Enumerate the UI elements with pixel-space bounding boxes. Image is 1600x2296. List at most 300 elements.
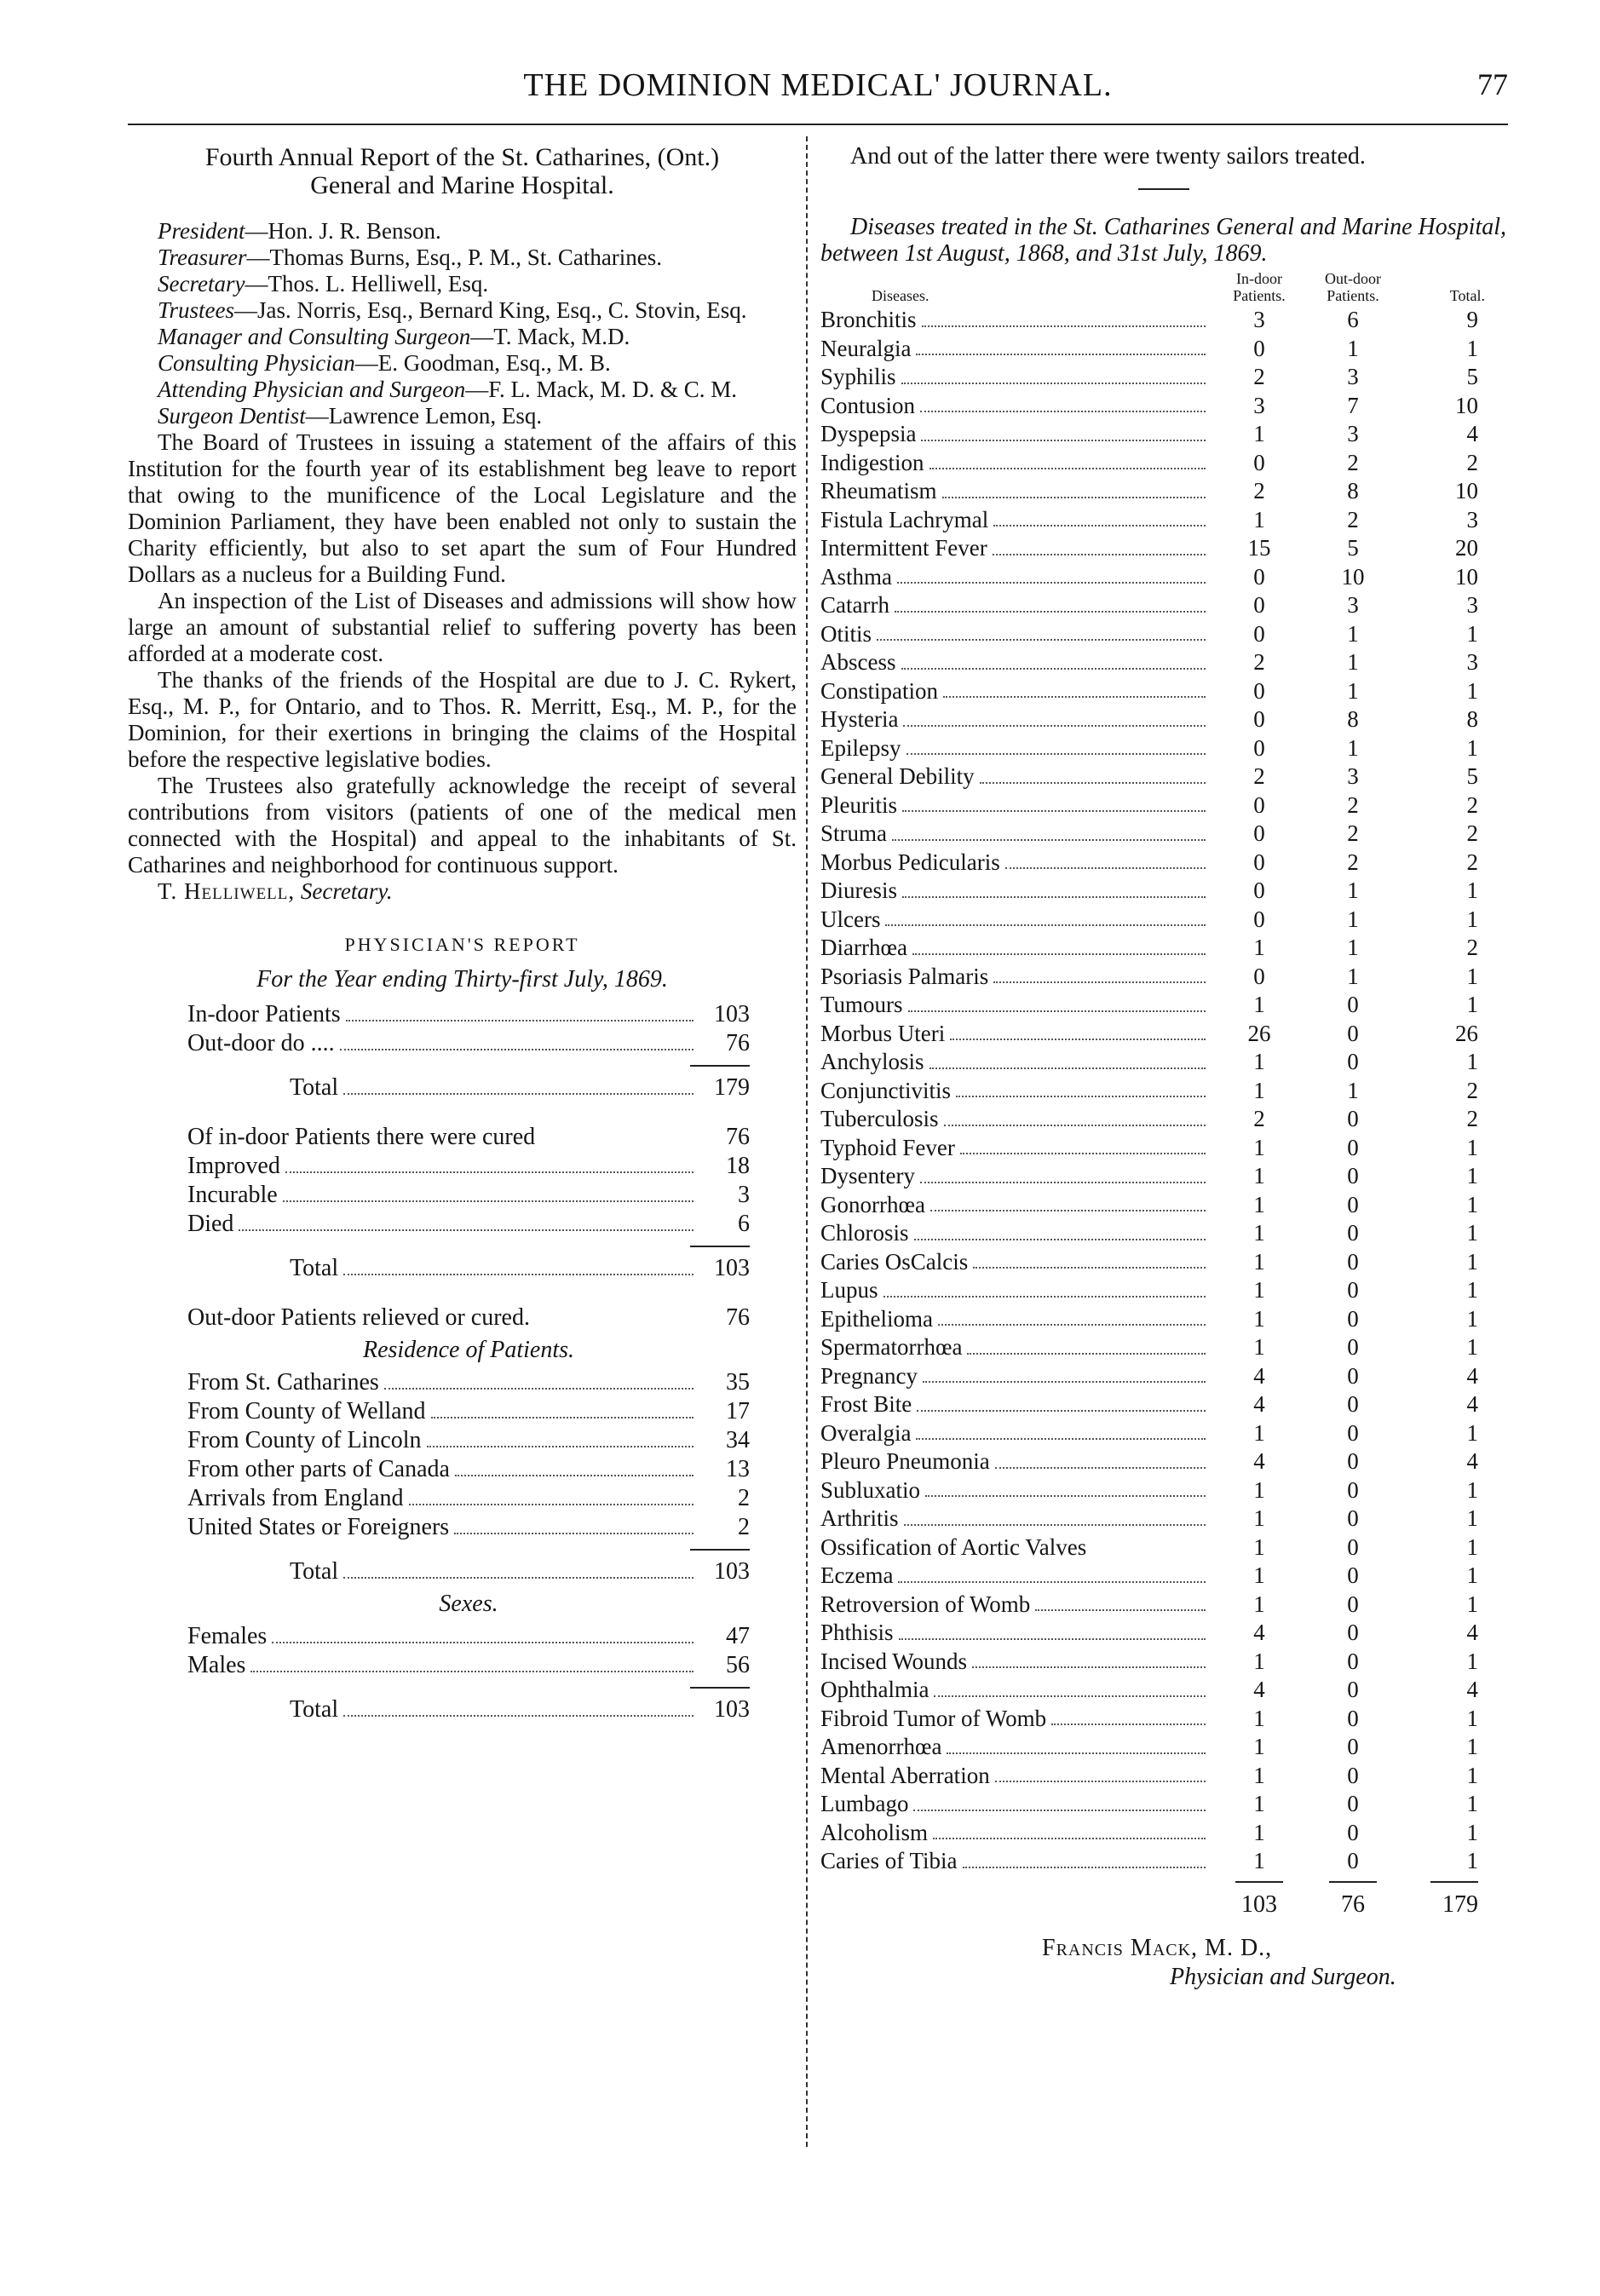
leader-dots [921, 420, 1206, 441]
indoor-count: 1 [1253, 1305, 1265, 1332]
residence-row [187, 1397, 750, 1426]
leader-dots [947, 1733, 1206, 1754]
disease-name-cell [820, 1077, 1212, 1106]
disease-name: Mental Aberration [820, 1762, 990, 1788]
right-column [820, 143, 1506, 1992]
disease-row [820, 563, 1506, 592]
indoor-count: 3 [1253, 307, 1265, 332]
leader-dots [993, 506, 1206, 527]
indoor-count: 1 [1253, 1220, 1265, 1246]
disease-row [820, 1390, 1506, 1419]
total-count: 4 [1466, 421, 1478, 446]
outdoor-count: 1 [1347, 935, 1359, 960]
spacer [187, 1102, 750, 1123]
leader-dots [892, 820, 1206, 841]
disease-name-cell [820, 1591, 1212, 1620]
sexes-total-row [187, 1695, 750, 1724]
disease-name-cell [820, 1819, 1212, 1848]
disease-row [820, 1219, 1506, 1248]
disease-row [820, 477, 1506, 506]
disease-name: Caries OsCalcis [820, 1248, 969, 1275]
indoor-count: 1 [1253, 1591, 1265, 1617]
officer-name: —Jas. Norris, Esq., Bernard King, Esq., C. Stovin, Esq. [234, 297, 747, 323]
total-count: 2 [1466, 1077, 1478, 1103]
diseases-totals-row [820, 1890, 1506, 1920]
officer-entry [128, 218, 797, 245]
disease-name: Ophthalmia [820, 1677, 929, 1702]
disease-row [820, 906, 1506, 935]
officer-entry [128, 245, 797, 271]
outdoor-count: 8 [1347, 478, 1359, 504]
ledger-label: Improved [187, 1153, 280, 1179]
outdoor-count: 1 [1347, 878, 1359, 903]
leader-dots [901, 363, 1206, 384]
indoor-count: 0 [1253, 335, 1265, 361]
total-count: 1 [1466, 906, 1478, 932]
disease-name: Dyspepsia [820, 421, 917, 446]
indoor-count: 26 [1247, 1020, 1271, 1046]
total-count: 10 [1455, 563, 1478, 590]
physician-name: Francis Mack, M. D., [1042, 1934, 1273, 1961]
disease-row [820, 1333, 1506, 1362]
indoor-count: 2 [1253, 1106, 1265, 1131]
disease-name: Tumours [820, 992, 903, 1017]
indoor-outcome-row [187, 1181, 750, 1210]
leader-dots [923, 1362, 1206, 1384]
report-title-line-2: General and Marine Hospital. [310, 171, 614, 199]
leader-dots [283, 1181, 694, 1202]
disease-name: Bronchitis [820, 307, 917, 332]
total-count: 1 [1466, 1305, 1478, 1332]
officer-entry [128, 350, 797, 377]
disease-row [820, 449, 1506, 478]
disease-name-cell [820, 534, 1212, 563]
indoor-count: 0 [1253, 620, 1265, 647]
indoor-count: 0 [1253, 563, 1265, 590]
disease-name: Overalgia [820, 1419, 912, 1446]
indoor-count: 4 [1253, 1362, 1265, 1389]
residence-row [187, 1426, 750, 1455]
outdoor-count: 0 [1347, 1391, 1359, 1417]
leader-dots [902, 791, 1206, 813]
total-count: 1 [1466, 1848, 1478, 1873]
leader-dots [1005, 849, 1206, 870]
indoor-count: 2 [1253, 478, 1265, 504]
ledger-value: 76 [726, 1124, 750, 1150]
leader-dots [972, 1648, 1206, 1669]
disease-name: Syphilis [820, 364, 896, 389]
disease-name-cell [820, 1248, 1212, 1277]
indoor-count: 0 [1253, 449, 1265, 475]
leader-dots [956, 1077, 1206, 1098]
disease-name-cell [820, 1762, 1212, 1791]
leader-dots [903, 705, 1206, 727]
disease-row [820, 1162, 1506, 1191]
leader-dots [973, 1248, 1206, 1269]
leader-dots [930, 1191, 1206, 1212]
total-count: 9 [1466, 307, 1478, 332]
officer-name: —F. L. Mack, M. D. & C. M. [465, 377, 738, 402]
ledger-label: Males [187, 1652, 246, 1678]
outdoor-count: 5 [1347, 535, 1359, 561]
disease-name-cell [820, 506, 1212, 535]
spacer [187, 1283, 750, 1303]
indoor-outcome-row [187, 1152, 750, 1181]
diseases-table [820, 306, 1506, 1876]
disease-name-cell [820, 1134, 1212, 1163]
outdoor-count: 0 [1347, 1106, 1359, 1131]
disease-name-cell [820, 1733, 1212, 1762]
leader-dots [343, 1557, 694, 1579]
total-count: 4 [1466, 1620, 1478, 1645]
leader-dots [929, 449, 1206, 470]
sexes-caption: Sexes. [439, 1591, 498, 1617]
ledger-label: Of in-door Patients there were cured [187, 1124, 536, 1150]
outdoor-count: 2 [1347, 791, 1359, 818]
indoor-count: 1 [1253, 1534, 1265, 1560]
disease-name-cell [820, 762, 1212, 791]
disease-row [820, 1762, 1506, 1791]
disease-name: Pregnancy [820, 1362, 918, 1389]
leader-dots [877, 620, 1206, 642]
disease-name-cell [820, 1333, 1212, 1362]
header-outdoor: Out-door Patients. [1325, 270, 1381, 304]
disease-name-cell [820, 1676, 1212, 1705]
disease-name: Fistula Lachrymal [820, 506, 989, 532]
total-count: 1 [1466, 1534, 1478, 1560]
disease-name: Phthisis [820, 1620, 894, 1645]
disease-name-cell [820, 1419, 1212, 1448]
leader-dots [944, 1105, 1206, 1126]
leader-dots [343, 1695, 694, 1717]
disease-name-cell [820, 1276, 1212, 1305]
outdoor-count: 0 [1347, 1163, 1359, 1188]
leader-dots [895, 591, 1206, 613]
leader-dots [942, 477, 1206, 498]
disease-row [820, 849, 1506, 878]
disease-row [820, 1562, 1506, 1591]
leader-dots [933, 1819, 1206, 1840]
total-count: 20 [1455, 535, 1478, 561]
physician-title: Physician and Surgeon. [1170, 1963, 1396, 1990]
outdoor-count: 0 [1347, 1762, 1359, 1788]
indoor-count: 0 [1253, 706, 1265, 732]
disease-row [820, 1819, 1506, 1848]
ledger-label: From other parts of Canada [187, 1456, 450, 1482]
outdoor-count: 1 [1347, 677, 1359, 704]
leader-dots [960, 1134, 1206, 1155]
disease-name: Neuralgia [820, 335, 912, 361]
disease-name: Diuresis [820, 878, 897, 903]
total-count: 1 [1466, 1163, 1478, 1188]
indoor-count: 1 [1253, 1248, 1265, 1275]
ledger-value: 6 [738, 1211, 750, 1237]
disease-name-cell [820, 734, 1212, 763]
disease-row [820, 991, 1506, 1020]
disease-row [820, 1790, 1506, 1819]
leader-dots [885, 906, 1206, 927]
outdoor-count: 0 [1347, 1277, 1359, 1303]
disease-name: Typhoid Fever [820, 1134, 955, 1160]
disease-name: Pleuro Pneumonia [820, 1448, 990, 1474]
leader-dots [340, 1029, 694, 1050]
indoor-count: 1 [1253, 1191, 1265, 1217]
disease-row [820, 791, 1506, 820]
leader-dots [925, 1476, 1206, 1498]
disease-name: Ulcers [820, 906, 881, 932]
total-count: 1 [1466, 620, 1478, 647]
disease-name-cell [820, 991, 1212, 1020]
total-count: 4 [1466, 1391, 1478, 1417]
physician-report-subheading: For the Year ending Thirty-first July, 1869. [256, 966, 668, 993]
outdoor-count: 0 [1347, 992, 1359, 1017]
ledger-value: 103 [714, 1001, 750, 1027]
ledger-label: From County of Lincoln [187, 1427, 422, 1453]
disease-name: Gonorrhœa [820, 1191, 925, 1217]
report-body [128, 429, 797, 878]
indoor-count: 1 [1253, 1562, 1265, 1588]
outdoor-count: 0 [1347, 1648, 1359, 1674]
disease-name-cell [820, 1020, 1212, 1049]
ledger-value: 2 [738, 1485, 750, 1511]
disease-name-cell [820, 1619, 1212, 1648]
officer-role: Surgeon Dentist [158, 403, 306, 429]
disease-name-cell [820, 1305, 1212, 1334]
indoor-count: 0 [1253, 791, 1265, 818]
total-count: 1 [1466, 1648, 1478, 1674]
disease-name: Frost Bite [820, 1391, 912, 1417]
outdoor-count: 2 [1347, 849, 1359, 875]
outdoor-count: 0 [1347, 1791, 1359, 1816]
officer-role: President [158, 218, 245, 244]
leader-dots [995, 1447, 1206, 1469]
total-outdoor: 76 [1341, 1890, 1365, 1918]
leader-dots [943, 677, 1206, 699]
disease-name: Conjunctivitis [820, 1077, 952, 1103]
indoor-count: 1 [1253, 992, 1265, 1017]
outdoor-count: 0 [1347, 1476, 1359, 1503]
disease-row [820, 1648, 1506, 1677]
residence-total-row [187, 1557, 750, 1586]
disease-row [820, 1248, 1506, 1277]
ledger-label: Total [290, 1255, 339, 1281]
outdoor-count: 3 [1347, 364, 1359, 389]
outdoor-count: 0 [1347, 1734, 1359, 1759]
outdoor-count: 1 [1347, 734, 1359, 761]
leader-dots [898, 1562, 1206, 1583]
disease-row [820, 734, 1506, 763]
indoor-count: 1 [1253, 1848, 1265, 1873]
disease-row [820, 762, 1506, 791]
total-count: 10 [1455, 392, 1478, 418]
disease-name: Dysentery [820, 1163, 915, 1188]
total-all: 179 [1442, 1890, 1478, 1918]
total-count: 1 [1466, 734, 1478, 761]
outdoor-count: 2 [1347, 449, 1359, 475]
outdoor-count: 1 [1347, 1077, 1359, 1103]
ledger-value: 2 [738, 1514, 750, 1540]
officer-role: Manager and Consulting Surgeon [158, 324, 471, 349]
indoor-count: 1 [1253, 1648, 1265, 1674]
sexes-row [187, 1622, 750, 1651]
sum-rule [690, 1065, 750, 1067]
disease-name-cell [820, 1847, 1212, 1876]
indoor-count: 0 [1253, 878, 1265, 903]
disease-row [820, 591, 1506, 620]
leader-dots [906, 734, 1206, 756]
ledger-value: 76 [726, 1030, 750, 1056]
physician-report-ledger [187, 1000, 750, 1724]
disease-name: Struma [820, 820, 887, 846]
disease-name-cell [820, 677, 1212, 706]
disease-name-cell [820, 906, 1212, 935]
leader-dots [427, 1426, 694, 1447]
report-paragraph: The thanks of the friends of the Hospital are due to J. C. Rykert, Esq., M. P., for Ontario, and to Thos. R. Merritt, Esq., M. P., for the Dominion, for their exertions in bringing the claims of the Hospital before the respective legislative bodies. [128, 667, 797, 772]
ledger-label: Died [187, 1211, 234, 1237]
leader-dots [967, 1333, 1206, 1355]
disease-name: Intermittent Fever [820, 535, 987, 561]
total-count: 1 [1466, 1476, 1478, 1503]
ledger-label: Total [290, 1558, 339, 1585]
leader-dots [922, 306, 1206, 327]
disease-name: Alcoholism [820, 1819, 928, 1845]
report-paragraph: The Board of Trustees in issuing a statement of the affairs of this Institution for the fourth year of its establishment beg leave to report that owing to the munificence of the Local Legislature and the Dominion Parliament, they have been enabled not only to sustain the Charity efficiently, but also to set apart the sum of Four Hundred Dollars as a nucleus for a Building Fund. [128, 429, 797, 587]
disease-name-cell [820, 1447, 1212, 1476]
sum-rule [690, 1687, 750, 1689]
leader-dots [1035, 1591, 1206, 1612]
total-count: 3 [1466, 649, 1478, 675]
total-count: 4 [1466, 1362, 1478, 1389]
leader-dots [902, 877, 1206, 898]
disease-row [820, 963, 1506, 992]
residence-row [187, 1368, 750, 1397]
leader-dots [343, 1254, 694, 1275]
leader-dots [901, 648, 1206, 670]
leader-dots [343, 1073, 694, 1095]
total-count: 5 [1466, 364, 1478, 389]
officer-entry [128, 271, 797, 297]
leader-dots [285, 1152, 694, 1173]
indoor-count: 1 [1253, 1419, 1265, 1446]
disease-row [820, 677, 1506, 706]
disease-name-cell [820, 420, 1212, 449]
ledger-label: Arrivals from England [187, 1485, 404, 1511]
ledger-value: 56 [726, 1652, 750, 1678]
total-count: 1 [1466, 992, 1478, 1017]
disease-row [820, 1020, 1506, 1049]
diseases-caption: Diseases treated in the St. Catharines General and Marine Hospital, between 1st August, 1868, and 31st July, 1869. [820, 214, 1506, 267]
disease-name: Epithelioma [820, 1305, 933, 1332]
indoor-count: 1 [1253, 1705, 1265, 1731]
indoor-count: 2 [1253, 364, 1265, 389]
outdoor-count: 0 [1347, 1134, 1359, 1160]
outdoor-count: 3 [1347, 421, 1359, 446]
indoor-count: 4 [1253, 1448, 1265, 1474]
officer-name: —Thomas Burns, Esq., P. M., St. Catharines. [246, 245, 663, 270]
disease-row [820, 1676, 1506, 1705]
header-rule [128, 124, 1508, 125]
total-count: 1 [1466, 1134, 1478, 1160]
indoor-count: 3 [1253, 392, 1265, 418]
total-count: 26 [1455, 1020, 1478, 1046]
disease-name-cell [820, 849, 1212, 878]
disease-row [820, 1305, 1506, 1334]
outdoor-count: 0 [1347, 1334, 1359, 1360]
disease-name: Catarrh [820, 592, 889, 618]
outdoor-count: 0 [1347, 1448, 1359, 1474]
leader-dots [914, 1219, 1206, 1240]
leader-dots [239, 1210, 694, 1231]
disease-name: Asthma [820, 563, 892, 590]
disease-name-cell [820, 1162, 1212, 1191]
disease-name: Epilepsy [820, 734, 901, 761]
totals-rules [820, 1881, 1506, 1883]
officers-list [128, 218, 797, 429]
leader-dots [913, 1790, 1206, 1811]
disease-row [820, 363, 1506, 392]
disease-row [820, 1134, 1506, 1163]
disease-name: Retroversion of Womb [820, 1591, 1031, 1617]
disease-name-cell [820, 1476, 1212, 1505]
ledger-label: In-door Patients [187, 1001, 341, 1027]
leader-dots [917, 1390, 1206, 1412]
disease-name-cell [820, 877, 1212, 906]
leader-dots [920, 392, 1206, 413]
header-indoor: In-door Patients. [1233, 270, 1286, 304]
indoor-total-row [187, 1254, 750, 1283]
leader-dots [409, 1484, 694, 1505]
leader-dots [431, 1397, 694, 1418]
total-indoor: 103 [1241, 1890, 1277, 1918]
officer-name: —Thos. L. Helliwell, Esq. [245, 271, 489, 296]
disease-row [820, 1447, 1506, 1476]
disease-name: Fibroid Tumor of Womb [820, 1705, 1047, 1731]
leader-dots [912, 934, 1206, 955]
sexes-row [187, 1651, 750, 1680]
disease-name: Eczema [820, 1562, 894, 1588]
disease-name-cell [820, 306, 1212, 335]
outdoor-count: 0 [1347, 1248, 1359, 1275]
outdoor-count: 0 [1347, 1620, 1359, 1645]
outdoor-count: 1 [1347, 963, 1359, 989]
disease-name-cell [820, 620, 1212, 649]
total-count: 2 [1466, 820, 1478, 846]
leader-dots [455, 1455, 694, 1476]
disease-row [820, 1733, 1506, 1762]
outdoor-count: 0 [1347, 1677, 1359, 1702]
leader-dots [980, 762, 1206, 784]
outdoor-count: 0 [1347, 1191, 1359, 1217]
total-count: 2 [1466, 1106, 1478, 1131]
indoor-count: 4 [1253, 1620, 1265, 1645]
disease-name-cell [820, 449, 1212, 478]
leader-dots [908, 991, 1206, 1012]
ledger-label: United States or Foreigners [187, 1514, 450, 1540]
leader-dots [899, 1619, 1206, 1640]
disease-name-cell [820, 591, 1212, 620]
indoor-count: 15 [1247, 535, 1271, 561]
residence-row [187, 1484, 750, 1513]
disease-name: Chlorosis [820, 1220, 909, 1246]
indoor-count: 1 [1253, 506, 1265, 532]
indoor-outcome-row [187, 1210, 750, 1239]
total-count: 4 [1466, 1677, 1478, 1702]
sailors-note: And out of the latter there were twenty sailors treated. [850, 143, 1366, 170]
ledger-value: 34 [726, 1427, 750, 1453]
outdoor-count: 1 [1347, 906, 1359, 932]
residence-row [187, 1513, 750, 1542]
ledger-label: Out-door Patients relieved or cured. [187, 1304, 530, 1331]
